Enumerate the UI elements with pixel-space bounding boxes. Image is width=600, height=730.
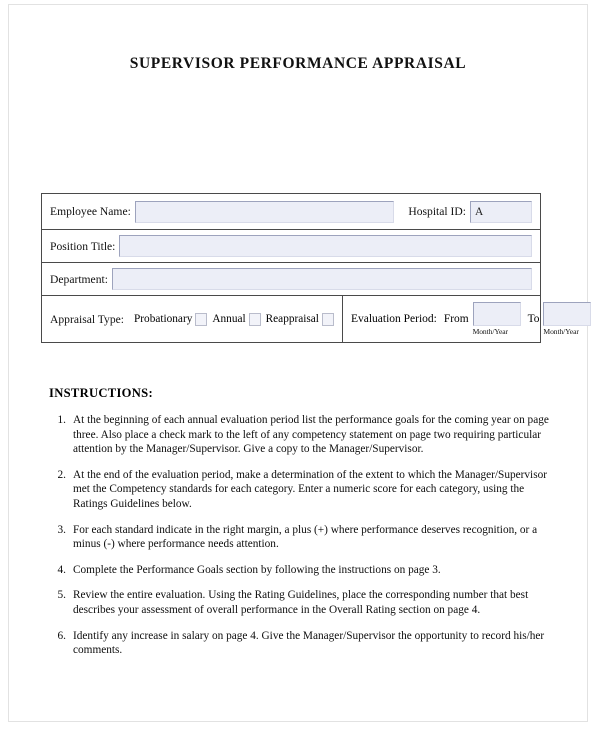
department-input[interactable] — [112, 268, 532, 290]
page-title: SUPERVISOR PERFORMANCE APPRAISAL — [129, 55, 467, 72]
instructions-heading: INSTRUCTIONS: — [49, 386, 153, 400]
instruction-item — [49, 468, 549, 512]
instruction-text: Review the entire evaluation. Using the Rating Guidelines, place the corresponding number that best describes your assessment of overall performance in the Overall Rating section on page 4. — [73, 589, 529, 616]
employee-name-label: Employee Name: — [50, 205, 131, 218]
instruction-text: For each standard indicate in the right margin, a plus (+) where performance deserves recognition, or a minus (-) where performance needs attention. — [73, 523, 538, 551]
instruction-number: 6. — [57, 629, 66, 642]
position-title-row — [42, 230, 540, 263]
instruction-text: Identify any increase in salary on page 4. Give the Manager/Supervisor the opportunity to record his/her comments. — [73, 629, 545, 657]
evaluation-period-to-label: To — [527, 313, 540, 325]
evaluation-period-cell — [343, 296, 599, 342]
checkbox-probationary[interactable] — [195, 313, 207, 326]
instruction-text: At the end of the evaluation period, make a determination of the extent to which the Manager/Supervisor met the Competency standards for each category. Enter a numeric score for each category, using the Ratings Guidelines below. — [73, 468, 548, 510]
hospital-id-label: Hospital ID: — [408, 205, 466, 218]
department-row — [42, 263, 540, 296]
instruction-text: At the beginning of each annual evaluation period list the performance goals for the coming year on page three. Also place a check mark to the left of any competency statement on page two requiring particular attention by the Manager/Supervisor. Give a copy to the Manager/Supervisor. — [73, 414, 549, 456]
appraisal-option-annual-label: Annual — [212, 313, 246, 325]
hospital-id-input[interactable]: A — [470, 201, 532, 223]
appraisal-type-label: Appraisal Type: — [50, 312, 124, 326]
department-label: Department: — [50, 272, 108, 286]
instruction-number: 2. — [57, 468, 66, 481]
evaluation-period-from-label: From — [443, 313, 469, 325]
checkbox-annual[interactable] — [249, 313, 261, 326]
appraisal-option-probationary[interactable] — [134, 313, 207, 326]
evaluation-period-to-group — [543, 302, 591, 336]
appraisal-type-options — [134, 313, 334, 326]
appraisal-type-cell — [42, 296, 343, 342]
appraisal-option-annual[interactable] — [212, 313, 260, 326]
instruction-item — [49, 629, 549, 658]
evaluation-period-from-group — [473, 302, 521, 336]
instruction-item — [49, 523, 549, 552]
evaluation-period-from-caption: Month/Year — [472, 327, 508, 336]
instructions-list — [49, 413, 549, 669]
instruction-item — [49, 563, 549, 578]
instruction-text: Complete the Performance Goals section by following the instructions on page 3. — [73, 563, 441, 576]
position-title-input[interactable] — [119, 235, 532, 257]
employee-name-input[interactable] — [135, 201, 395, 223]
position-title-label: Position Title: — [50, 239, 116, 253]
employee-info-table — [41, 193, 579, 343]
appraisal-evaluation-row — [42, 296, 579, 342]
document-page — [8, 4, 588, 722]
instruction-number: 5. — [57, 589, 66, 602]
instruction-item — [49, 413, 549, 457]
instruction-number: 1. — [57, 414, 66, 426]
instruction-number: 3. — [57, 523, 66, 536]
evaluation-period-to-input[interactable] — [543, 302, 591, 326]
appraisal-option-reappraisal[interactable] — [266, 313, 334, 326]
checkbox-reappraisal[interactable] — [322, 313, 334, 326]
appraisal-option-probationary-label: Probationary — [134, 313, 193, 325]
evaluation-period-to-caption: Month/Year — [543, 327, 579, 336]
instruction-item — [49, 588, 549, 617]
evaluation-period-label: Evaluation Period: — [350, 313, 437, 325]
instruction-number: 4. — [57, 563, 66, 576]
appraisal-option-reappraisal-label: Reappraisal — [265, 313, 319, 325]
employee-name-row — [42, 194, 540, 230]
evaluation-period-from-input[interactable] — [473, 302, 521, 326]
